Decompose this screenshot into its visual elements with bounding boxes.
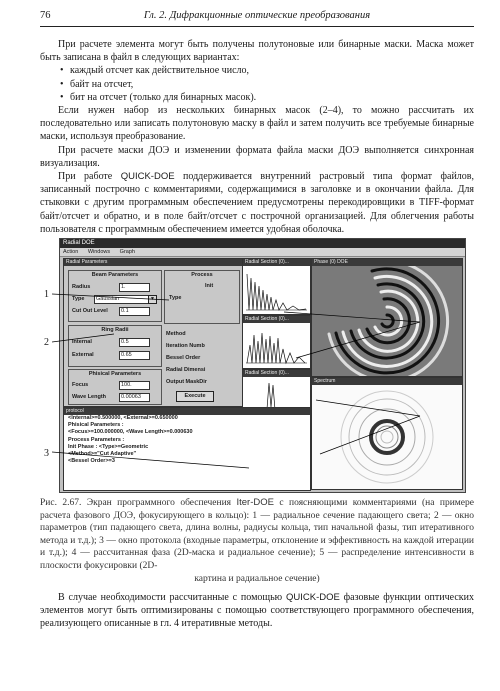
- closing-text-a: В случае необходимости рассчитанные с помощью: [58, 592, 286, 603]
- closing-paragraph: [40, 591, 474, 631]
- paragraph-4-start: При работе: [58, 171, 121, 183]
- external-field[interactable]: 0.65: [119, 351, 150, 360]
- paragraph-4-rest: поддерживается внутренний растровый типа формат файлов, записанный построчно с комментариями, содержащимися в заголовке и в окончании файла. Для стыковки с другим программным обеспечением предусмотрены перекодировщики в TIFF-формат байт/отсчет и обратно, и в поле байт/отсчет с построчной организацией. Для облегчения работы пользователя с программным обеспечением имеется удобная оболочка.: [40, 171, 475, 235]
- closing-software-name: QUICK-DOE: [286, 592, 340, 603]
- body-text: [40, 38, 474, 236]
- format-list: [40, 64, 474, 104]
- radial-section-title-1: Radial Section (0)...: [243, 259, 310, 266]
- leader-2: [52, 334, 114, 342]
- leader-5a: [316, 400, 420, 416]
- figure-caption: [40, 497, 474, 585]
- radius-field[interactable]: 1.: [119, 283, 150, 292]
- leader-1: [52, 294, 169, 300]
- paragraph-3: При расчете маски ДОЭ и изменении формата файла маски ДОЭ выполняется синхронная визуализация.: [40, 144, 474, 169]
- cutout-label: Cut Out Level: [72, 308, 108, 314]
- internal-field[interactable]: 0.5: [119, 338, 150, 347]
- format-list-item: • бит на отсчет (только для бинарных масок).: [70, 91, 474, 104]
- physical-parameters-title: Phisical Parameters: [88, 371, 142, 377]
- internal-label: Internal: [72, 339, 92, 345]
- format-list-item: • каждый отсчет как действительное число,: [70, 64, 474, 77]
- execute-button[interactable]: Execute: [176, 391, 214, 402]
- paragraph-1: При расчете элемента могут быть получены полутоновые или бинарные маски. Маска может быть записана в файл в следующих вариантах:: [40, 39, 474, 64]
- callout-3: 3: [44, 448, 49, 459]
- radial-section-title-2: Radial Section (0)...: [243, 316, 310, 323]
- method-label: Method: [166, 331, 186, 337]
- protocol-line: Init Phase : <Type>=Geometric: [68, 443, 149, 450]
- caption-text-c: картина и радиальное сечение): [194, 573, 320, 584]
- caption-text-a: Экран программного обеспечения: [81, 498, 237, 508]
- output-mask-label: Output MaskDir: [166, 379, 207, 385]
- leader-4b: [296, 322, 420, 358]
- wave-length-label: Wave Length: [72, 394, 107, 400]
- protocol-line: Process Parameters :: [68, 436, 125, 443]
- ring-radii-title: Ring Radii: [101, 327, 129, 333]
- paragraph-4: [40, 170, 474, 236]
- callout-leaders: [34, 236, 466, 492]
- external-label: External: [72, 352, 94, 358]
- menu-windows[interactable]: Windows: [87, 249, 111, 255]
- callout-2: 2: [44, 337, 49, 348]
- type-label: Type: [72, 296, 85, 302]
- protocol-line: <Method>="Cut Adaptive": [68, 451, 137, 458]
- running-header: [40, 10, 474, 27]
- leader-4a: [284, 312, 420, 322]
- closing-text-b: фазовые функции оптических элементов могут быть оптимизированы с помощью соответствующего программного обеспечения, реализующего описанные в гл. 4 итеративные методы.: [40, 592, 474, 630]
- software-name: QUICK-DOE: [120, 171, 175, 183]
- protocol-line: Phisical Parameters :: [68, 422, 124, 429]
- type-select[interactable]: Gaussian: [94, 295, 149, 304]
- focus-field[interactable]: 100.: [119, 381, 150, 390]
- menu-graph[interactable]: Graph: [119, 249, 135, 255]
- parameters-window-title: Radial Parameters: [64, 259, 242, 266]
- menu-action[interactable]: Action: [63, 249, 79, 255]
- focus-label: Focus: [72, 382, 89, 388]
- caption-software-name: Iter-DOE: [236, 497, 274, 508]
- page-number: 76: [40, 10, 51, 21]
- radial-section-title-3: Radial Section (0)...: [243, 370, 310, 377]
- caption-label: Рис. 2.67.: [40, 498, 82, 508]
- cutout-field[interactable]: 0.1: [119, 307, 150, 316]
- protocol-line: <Focus>=100.000000, <Wave Length>=0.000630: [68, 429, 193, 436]
- phase-doe-title: Phase (0) DOE: [312, 259, 462, 266]
- radial-dimension-label: Radial Dimensi: [166, 367, 206, 373]
- figure-screenshot: [34, 236, 466, 492]
- process-type-label: Type: [169, 295, 182, 301]
- iteration-number-label: Iteration Numb: [166, 343, 205, 349]
- protocol-title: protocol: [64, 408, 310, 415]
- paragraph-2: Если нужен набор из нескольких бинарных масок (2–4), то можно рассчитать их последовательно или записать полутоновую маску в файл и затем получить все требуемые бинарные маски, используя преобразование.: [40, 105, 474, 143]
- protocol-line: <Bessel Order>=3: [68, 458, 115, 465]
- leader-3: [52, 452, 249, 468]
- leader-5b: [320, 416, 420, 454]
- beam-parameters-title: Beam Parameters: [91, 272, 139, 278]
- callout-1: 1: [44, 289, 49, 300]
- app-titlebar: Radial DOE: [60, 239, 465, 248]
- process-title: Process: [191, 272, 213, 278]
- process-init-label: Init: [205, 283, 214, 289]
- format-list-item: • байт на отсчет,: [70, 78, 474, 91]
- spectrum-title: Spectrum: [312, 378, 462, 385]
- radius-label: Radius: [72, 284, 91, 290]
- wave-length-field[interactable]: 0.00063: [119, 393, 150, 402]
- caption-text-b: с поясняющими комментариями (на примере расчета фазового ДОЭ, фокусирующего в кольцо): 1 — радиальное сечение падающего света; 2 — окно параметров (тип падающего света, длина волны, радиусы кольца, тип начальной фазы, тип итеративного метода и т.д.); 3 — окно протокола (входные параметры, отклонение и эффективность на каждой итерации и т.д.); 4 — рассчитанная фаза (2D-маска и радиальное сечение); 5 — распределение интенсивности в плоскости фокусировки (2D-: [40, 498, 474, 571]
- bessel-order-label: Bessel Order: [166, 355, 201, 361]
- protocol-line: <Internal>=0.500000, <External>=0.650000: [68, 415, 178, 421]
- running-title: Гл. 2. Дифракционные оптические преобразования: [143, 10, 371, 21]
